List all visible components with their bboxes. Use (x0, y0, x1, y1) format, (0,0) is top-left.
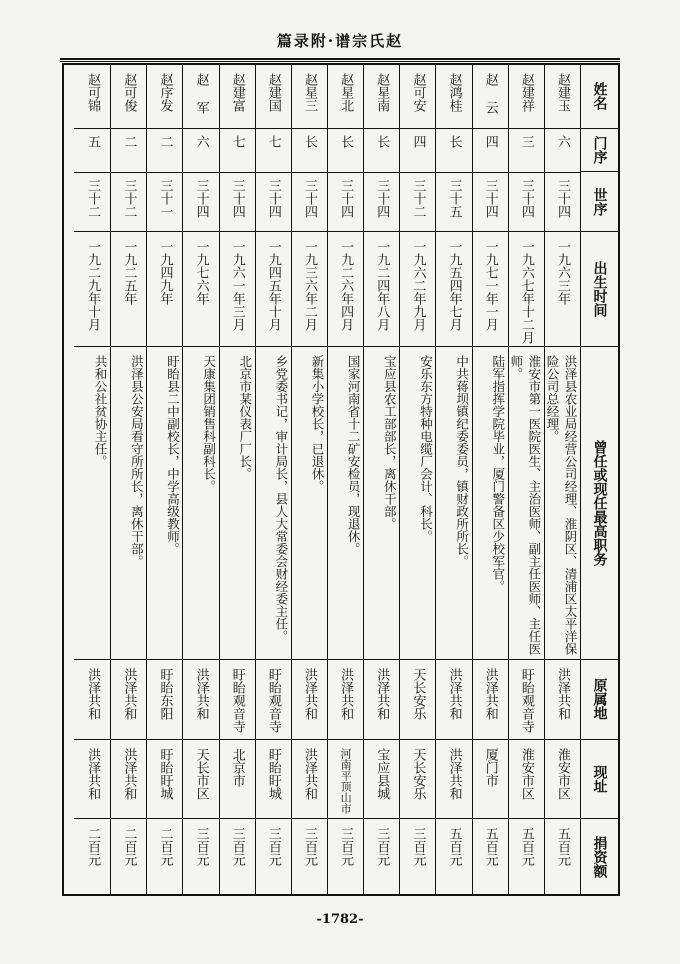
birth-date: 一九七六年 (183, 232, 218, 346)
origin-place: 天长安乐 (400, 660, 435, 740)
current-address: 淮安市区 (545, 740, 580, 820)
duty-text: 宝应县农工部部长，离休干部。 (364, 347, 399, 660)
donation-amount: 二百元 (157, 827, 173, 867)
current-address: 厦门市 (473, 740, 508, 820)
origin-place: 洪泽共和 (364, 660, 399, 740)
header-current: 现址 (581, 740, 618, 820)
person-name: 赵可锦 (74, 65, 110, 129)
generation-order: 三十四 (183, 173, 218, 233)
donation-amount: 三百元 (229, 827, 245, 867)
current-address: 天长市区 (183, 740, 218, 820)
duty-text: 国家河南省十二矿安检员，现退休。 (328, 347, 363, 660)
door-order: 四 (400, 129, 435, 173)
person-column (255, 65, 291, 894)
generation-order: 三十四 (256, 173, 291, 233)
duty-text: 新集小学校长，已退休。 (292, 347, 327, 660)
birth-date: 一九四九年 (147, 232, 182, 346)
door-order: 长 (364, 129, 399, 173)
donation-amount: 五百元 (482, 827, 498, 867)
birth-date: 一九六一年三月 (220, 232, 255, 346)
origin-place: 盱眙东阳 (147, 660, 182, 740)
donation-amount: 五百元 (518, 827, 534, 867)
door-order: 三 (509, 129, 544, 173)
birth-date: 一九六三年 (545, 232, 580, 346)
person-column (399, 65, 435, 894)
current-address: 河南平顶山市 (328, 740, 363, 820)
donation-amount: 五百元 (555, 827, 570, 867)
birth-date: 一九二九年十月 (74, 232, 110, 346)
door-order: 长 (328, 129, 363, 173)
person-name: 赵可安 (400, 65, 435, 129)
generation-order: 三十四 (545, 173, 580, 233)
person-name: 赵星三 (292, 65, 327, 129)
duty-text: 盱眙县二中副校长，中学高级教师。 (147, 347, 182, 660)
origin-place: 洪泽共和 (436, 660, 471, 740)
header-origin: 原属地 (581, 660, 618, 740)
duty-text: 淮安市第一医院医生、主治医师、副主任医师、主任医师。 (509, 347, 544, 660)
generation-order: 三十二 (74, 173, 110, 233)
person-column (363, 65, 399, 894)
door-order: 长 (436, 129, 471, 173)
origin-place: 洪泽共和 (183, 660, 218, 740)
person-name: 赵星南 (364, 65, 399, 129)
header-name: 姓名 (581, 65, 618, 129)
person-name: 赵 军 (183, 65, 218, 129)
door-order: 二 (147, 129, 182, 173)
generation-order: 三十二 (400, 173, 435, 233)
person-name: 赵建富 (220, 65, 255, 129)
person-column (472, 65, 508, 894)
donation-amount: 三百元 (193, 827, 209, 867)
generation-order: 三十四 (509, 173, 544, 233)
person-column (508, 65, 544, 894)
person-column (544, 65, 580, 894)
current-address: 北京市 (220, 740, 255, 820)
person-name: 赵可俊 (111, 65, 146, 129)
generation-order: 三十四 (473, 173, 508, 233)
birth-date: 一九三六年二月 (292, 232, 327, 346)
generation-order: 三十四 (328, 173, 363, 233)
header-column (580, 65, 618, 894)
header-duty: 曾任或现任最高职务 (581, 347, 618, 660)
current-address: 盱眙盱城 (256, 740, 291, 820)
person-name: 赵建国 (256, 65, 291, 129)
birth-date: 一九七一年一月 (473, 232, 508, 346)
person-column (74, 65, 110, 894)
current-address: 洪泽共和 (111, 740, 146, 820)
door-order: 七 (220, 129, 255, 173)
person-name: 赵鸿桂 (436, 65, 471, 129)
duty-text: 洪泽县公安局看守所所长，离休干部。 (111, 347, 146, 660)
donation-amount: 三百元 (374, 827, 390, 867)
donation-amount: 三百元 (302, 827, 318, 867)
origin-place: 盱眙观音寺 (509, 660, 544, 740)
header-generation: 世序 (581, 172, 618, 232)
current-address: 淮安市区 (509, 740, 544, 820)
header-door: 门序 (581, 129, 618, 173)
current-address: 洪泽共和 (74, 740, 110, 820)
donation-amount: 三百元 (265, 827, 281, 867)
origin-place: 洪泽共和 (292, 660, 327, 740)
title-rule-thin (60, 61, 620, 62)
header-birth: 出生时间 (581, 232, 618, 346)
duty-text: 中共蒋坝镇纪委委员，镇财政所所长。 (436, 347, 471, 660)
door-order: 长 (292, 129, 327, 173)
birth-date: 一九六二年九月 (400, 232, 435, 346)
door-order: 七 (256, 129, 291, 173)
origin-place: 洪泽共和 (328, 660, 363, 740)
generation-order: 三十五 (436, 173, 471, 233)
birth-date: 一九四五年十月 (256, 232, 291, 346)
current-address: 宝应县城 (364, 740, 399, 820)
donation-amount: 三百元 (410, 827, 426, 867)
person-name: 赵 云 (473, 65, 508, 129)
person-column (110, 65, 146, 894)
person-column (291, 65, 327, 894)
duty-text: 陆军指挥学院毕业，厦门警备区少校军官。 (473, 347, 508, 660)
origin-place: 洪泽共和 (111, 660, 146, 740)
door-order: 四 (473, 129, 508, 173)
origin-place: 洪泽共和 (545, 660, 580, 740)
current-address: 洪泽共和 (436, 740, 471, 820)
duty-text: 天康集团销售科副科长。 (183, 347, 218, 660)
person-name: 赵建祥 (509, 65, 544, 129)
person-column (435, 65, 471, 894)
generation-order: 三十一 (147, 173, 182, 233)
duty-text: 共和公社贫协主任。 (74, 347, 110, 660)
person-column (146, 65, 182, 894)
donation-amount: 二百元 (85, 827, 101, 867)
origin-place: 盱眙观音寺 (220, 660, 255, 740)
door-order: 二 (111, 129, 146, 173)
origin-place: 盱眙观音寺 (256, 660, 291, 740)
donation-amount: 五百元 (446, 827, 462, 867)
door-order: 五 (74, 129, 110, 173)
current-address: 盱眙盱城 (147, 740, 182, 820)
donation-amount: 二百元 (121, 827, 137, 867)
page-title: 篇录附·谱宗氏赵 (276, 32, 404, 50)
duty-text: 安乐东方特种电缆厂会计、科长。 (400, 347, 435, 660)
generation-order: 三十四 (364, 173, 399, 233)
birth-date: 一九六七年十二月 (509, 232, 544, 346)
person-column (182, 65, 218, 894)
duty-text: 洪泽县农业局经营公司经理、淮阴区、清浦区太平洋保险公司总经理。 (545, 347, 580, 660)
birth-date: 一九二五年 (111, 232, 146, 346)
header-donation: 捐资额 (591, 835, 608, 878)
origin-place: 洪泽共和 (473, 660, 508, 740)
current-address: 洪泽共和 (292, 740, 327, 820)
birth-date: 一九二六年四月 (328, 232, 363, 346)
person-column (219, 65, 255, 894)
duty-text: 北京市某仪表厂厂长。 (220, 347, 255, 660)
person-name: 赵序发 (147, 65, 182, 129)
donation-amount: 三百元 (338, 827, 354, 867)
door-order: 六 (183, 129, 218, 173)
person-name: 赵建玉 (545, 65, 580, 129)
birth-date: 一九二四年八月 (364, 232, 399, 346)
current-address: 天长安乐 (400, 740, 435, 820)
origin-place: 洪泽共和 (74, 660, 110, 740)
duty-text: 乡党委书记，审计局长，县人大常委会财经委主任。 (256, 347, 291, 660)
title-rule (60, 58, 620, 60)
generation-order: 三十四 (292, 173, 327, 233)
page-number: -1782- (316, 912, 364, 927)
birth-date: 一九五四年七月 (436, 232, 471, 346)
person-column (327, 65, 363, 894)
person-name: 赵星北 (328, 65, 363, 129)
genealogy-table (62, 63, 620, 896)
door-order: 六 (545, 129, 580, 173)
generation-order: 三十二 (111, 173, 146, 233)
generation-order: 三十四 (220, 173, 255, 233)
